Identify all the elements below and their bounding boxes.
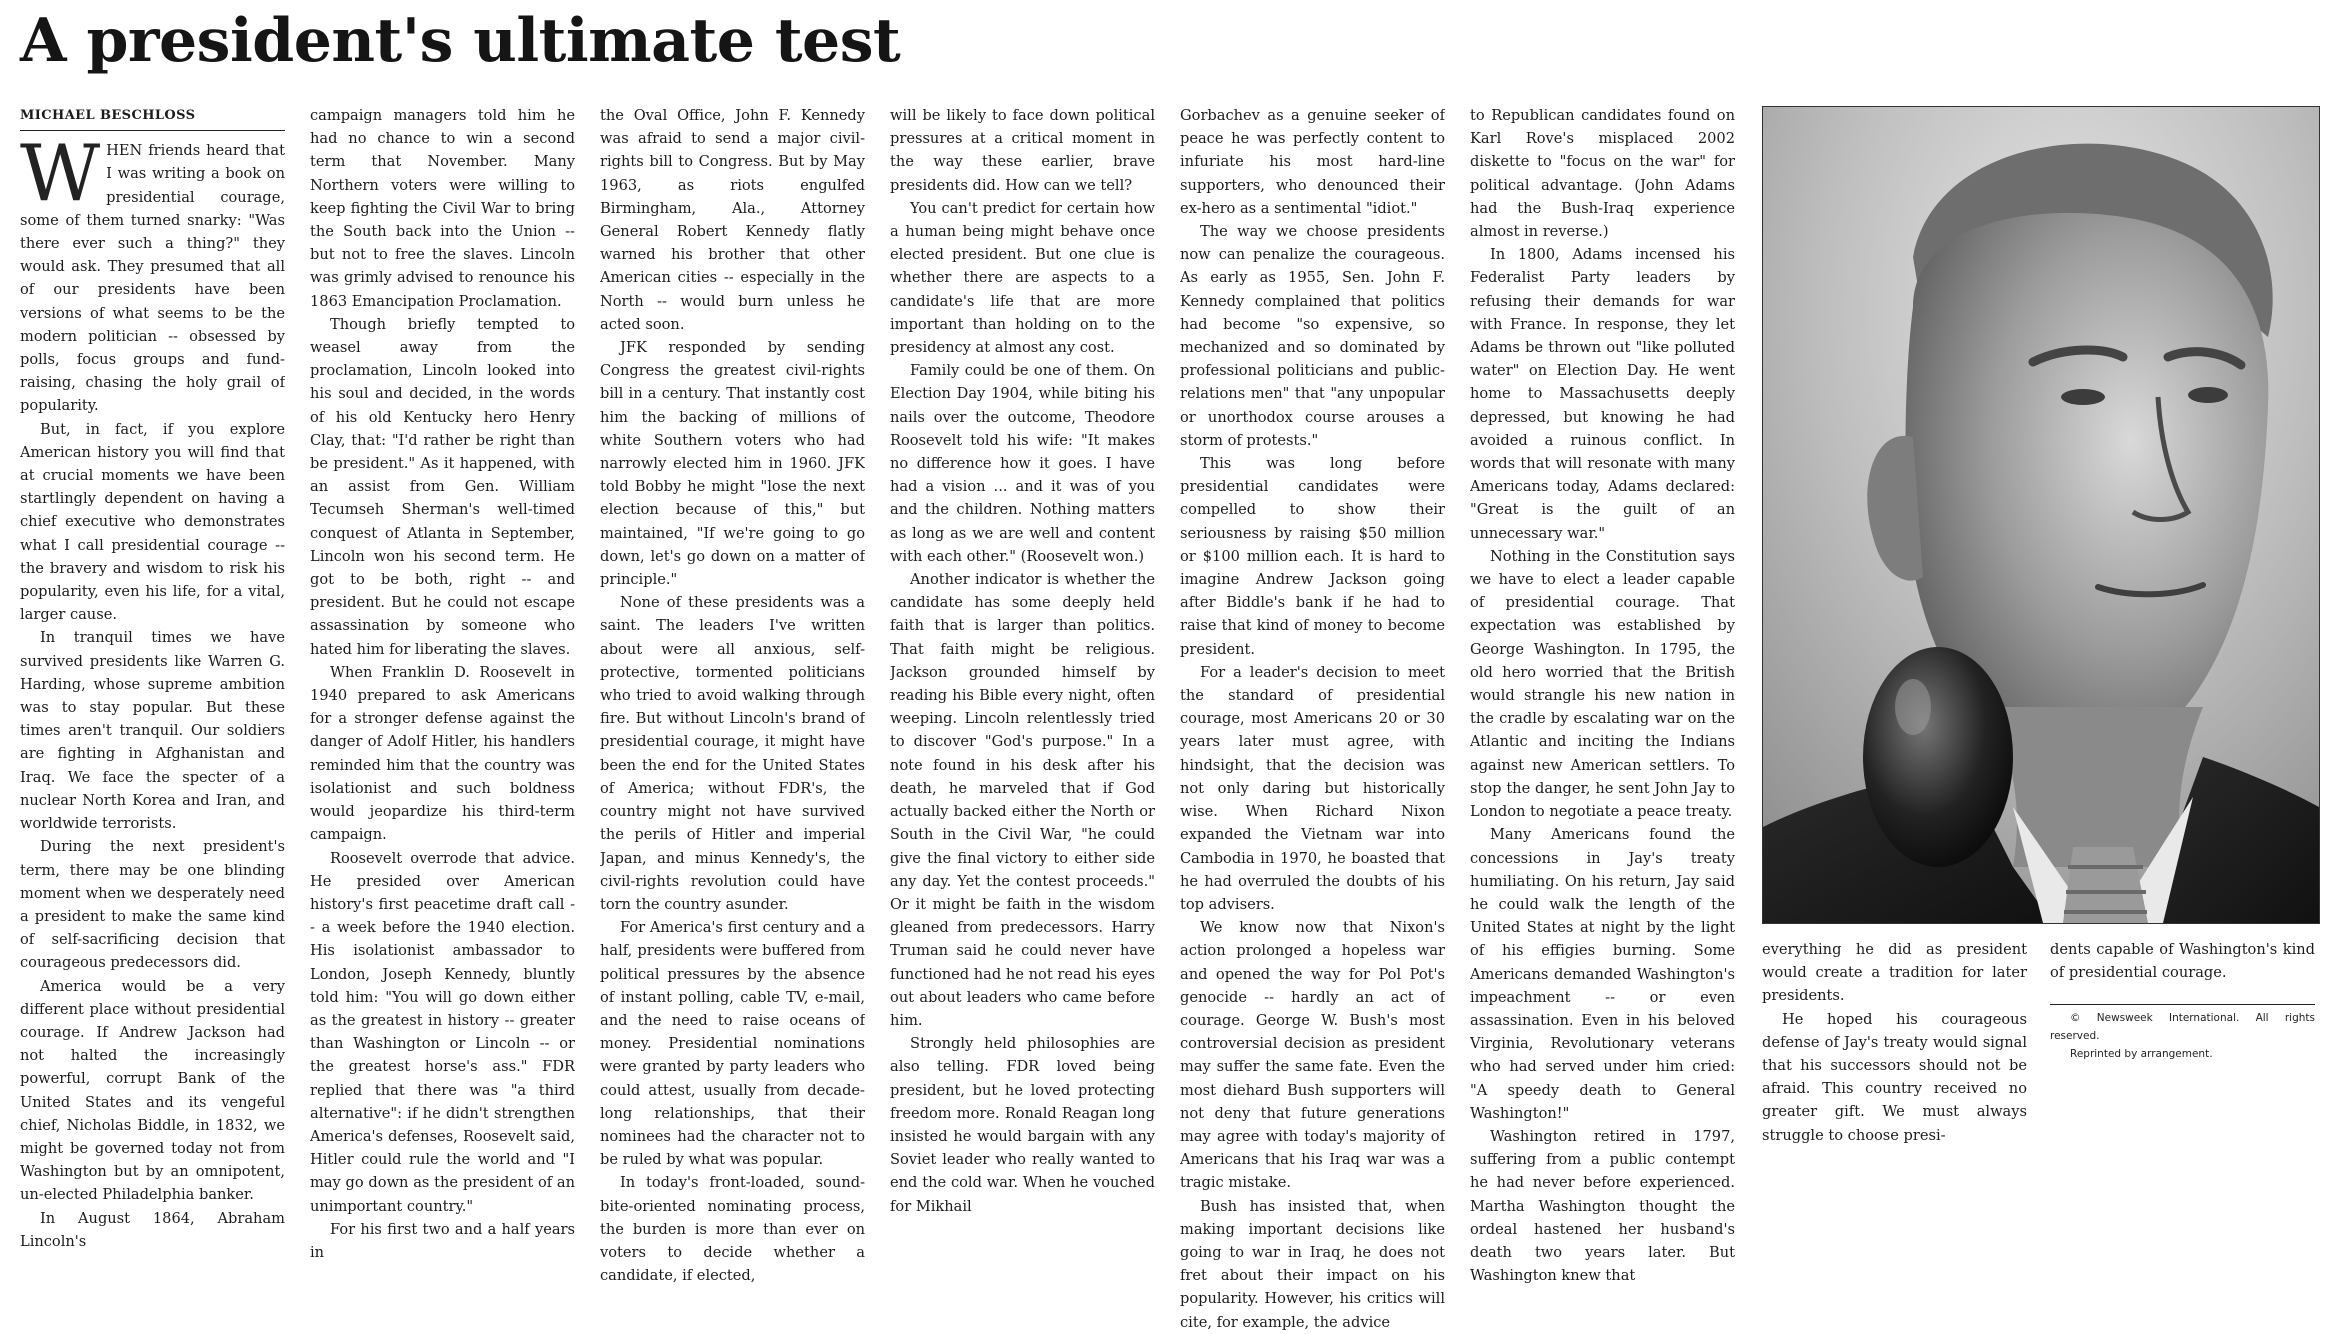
- microphone-highlight: [1895, 679, 1931, 735]
- article-column-3: [600, 104, 865, 1287]
- article-paragraph: everything he did as president would create a tradition for later presidents.: [1762, 941, 2027, 1005]
- article-paragraph: For his first two and a half years in: [310, 1220, 575, 1261]
- article-paragraph: Bush has insisted that, when making important decisions like going to war in Iraq, he does not fret about their impact on his popularity. However, his critics will cite, for example, the advice: [1180, 1197, 1445, 1331]
- article-paragraph-lead: [20, 129, 285, 417]
- article-paragraph: Washington retired in 1797, suffering from a public contempt he had never before experienced. Martha Washington thought the ordeal hastened her husband's death two years later. But Washington knew that: [1470, 1127, 1735, 1285]
- article-paragraph: In 1800, Adams incensed his Federalist Party leaders by refusing their demands for war with France. In response, they let Adams be thrown out "like polluted water" on Election Day. He went home to Massachusetts deeply depressed, but knowing he had avoided a ruinous conflict. In words that will resonate with many Americans today, Adams declared: "Great is the guilt of an unnecessary war.": [1470, 246, 1735, 542]
- article-paragraph: the Oval Office, John F. Kennedy was afraid to send a major civil-rights bill to Congress. But by May 1963, as riots engulfed Birmingham, Ala., Attorney General Robert Kennedy flatly warned his brother that other American cities -- especially in the North -- would burn unless he acted soon.: [600, 107, 865, 333]
- eye-right: [2188, 387, 2228, 403]
- article-paragraph: In tranquil times we have survived presidents like Warren G. Harding, whose supreme ambition was to stay popular. But these times aren't tranquil. Our soldiers are fighting in Afghanistan and Iraq. We face the specter of a nuclear North Korea and Iran, and worldwide terrorists.: [20, 629, 285, 833]
- article-paragraph: JFK responded by sending Congress the greatest civil-rights bill in a century. That instantly cost him the backing of millions of white Southern voters who had narrowly elected him in 1960. JFK told Bobby he might "lose the next election because of this," but maintained, "If we're going to go down, let's go down on a matter of principle.": [600, 339, 865, 589]
- article-paragraph: Strongly held philosophies are also telling. FDR loved being president, but he loved protecting freedom more. Ronald Reagan long insisted he would bargain with any Soviet leader who really wanted to end the cold war. When he vouched for Mikhail: [890, 1035, 1155, 1215]
- article-paragraph: During the next president's term, there may be one blinding moment when we desperately need a president to make the same kind of self-sacrificing decision that courageous predecessors did.: [20, 838, 285, 972]
- drop-cap: W: [20, 129, 101, 220]
- article-paragraph: This was long before presidential candidates were compelled to show their seriousness by raising $50 million or $100 million each. It is hard to imagine Andrew Jackson going after Biddle's bank if he had to raise that kind of money to become president.: [1180, 455, 1445, 658]
- eye-left: [2061, 389, 2105, 405]
- article-paragraph: In today's front-loaded, sound-bite-oriented nominating process, the burden is more than ever on voters to decide whether a candidate, if elected,: [600, 1174, 865, 1285]
- article-paragraph: campaign managers told him he had no chance to win a second term that November. Many Northern voters were willing to keep fighting the Civil War to bring the South back into the Union -- but not to free the slaves. Lincoln was grimly advised to renounce his 1863 Emancipation Proclamation.: [310, 107, 575, 310]
- article-paragraph: You can't predict for certain how a human being might behave once elected president. But one clue is whether there are aspects to a candidate's life that are more important than holding on to the presidency at almost any cost.: [890, 199, 1155, 357]
- article-column-4: [890, 104, 1155, 1218]
- article-paragraph: to Republican candidates found on Karl Rove's misplaced 2002 diskette to "focus on the war" for political advantage. (John Adams had the Bush-Iraq experience almost in reverse.): [1470, 107, 1735, 241]
- article-paragraph: For America's first century and a half, presidents were buffered from political pressures by the absence of instant polling, cable TV, e-mail, and the need to raise oceans of money. Presidential nominations were granted by party leaders who could attest, usually from decade-long relationships, that their nominees had the character not to be ruled by what was popular.: [600, 919, 865, 1169]
- article-paragraph: For a leader's decision to meet the standard of presidential courage, most Americans 20 or 30 years later must agree, with hindsight, that the decision was not only daring but historically wise. When Richard Nixon expanded the Vietnam war into Cambodia in 1970, he boasted that he had overruled the doubts of his top advisers.: [1180, 663, 1445, 913]
- article-column-6: [1470, 104, 1735, 1287]
- article-paragraph: Another indicator is whether the candidate has some deeply held faith that is larger than politics. That faith might be religious. Jackson grounded himself by reading his Bible every night, often weeping. Lincoln relentlessly tried to discover "God's purpose." In a note found in his desk after his death, he marveled that if God actually backed either the North or South in the Civil War, "he could give the final victory to either side any day. Yet the contest proceeds." Or it might be faith in the wisdom gleaned from predecessors. Harry Truman said he could never have functioned had he not read his eyes out about leaders who came before him.: [890, 571, 1155, 1029]
- article-column-8: [2050, 938, 2315, 1063]
- article-paragraph: Nothing in the Constitution says we have to elect a leader capable of presidential courage. That expectation was established by George Washington. In 1795, the old hero worried that the British would strangle his new nation in the cradle by escalating war on the Atlantic and inciting the Indians against new American settlers. To stop the danger, he sent John Jay to London to negotiate a peace treaty.: [1470, 547, 1735, 821]
- reprint-notice: Reprinted by arrangement.: [2070, 1048, 2213, 1061]
- article-paragraph: In August 1864, Abraham Lincoln's: [20, 1209, 285, 1250]
- article-paragraph: Gorbachev as a genuine seeker of peace he was perfectly content to infuriate his most hard-line supporters, who denounced their ex-hero as a sentimental "idiot.": [1180, 107, 1445, 217]
- article-paragraph: will be likely to face down political pressures at a critical moment in the way these earlier, brave presidents did. How can we tell?: [890, 107, 1155, 194]
- microphone-shape: [1863, 647, 2013, 867]
- portrait-illustration: [1763, 107, 2319, 923]
- credit-divider: [2050, 1004, 2315, 1005]
- article-column-7: [1762, 938, 2027, 1147]
- portrait-photo: [1762, 106, 2320, 924]
- article-paragraph: Family could be one of them. On Election Day 1904, while biting his nails over the outcome, Theodore Roosevelt told his wife: "It makes no difference how it goes. I have had a vision ... and it was of you and the children. Nothing matters as long as we are well and content with each other." (Roosevelt won.): [890, 362, 1155, 565]
- article-column-1: [20, 104, 285, 1253]
- article-paragraph: America would be a very different place without presidential courage. If Andrew Jackson had not halted the increasingly powerful, corrupt Bank of the United States and its vengeful chief, Nicholas Biddle, in 1832, we might be governed today not from Washington but by an omnipotent, un-elected Philadelphia banker.: [20, 977, 285, 1204]
- article-column-5: [1180, 104, 1445, 1334]
- byline: MICHAEL BESCHLOSS: [20, 104, 285, 131]
- article-paragraph: He hoped his courageous defense of Jay's treaty would signal that his successors should not be afraid. This country received no greater gift. We must always struggle to choose presi-: [1762, 1010, 2027, 1144]
- copyright-notice: © Newsweek International. All rights reserved.: [2050, 1012, 2315, 1043]
- headline: A president's ultimate test: [20, 6, 901, 76]
- article-paragraph: The way we choose presidents now can penalize the courageous. As early as 1955, Sen. John F. Kennedy complained that politics had become "so expensive, so mechanized and so dominated by professional politicians and public-relations men" that "any unpopular or unorthodox course arouses a storm of protests.": [1180, 223, 1445, 449]
- article-paragraph-text: HEN friends heard that I was writing a book on presidential courage, some of them turned snarky: "Was there ever such a thing?" they would ask. They presumed that all of our presidents have been versions of what seems to be the modern politician -- obsessed by polls, focus groups and fund-raising, chasing the holy grail of popularity.: [20, 142, 285, 415]
- article-paragraph: When Franklin D. Roosevelt in 1940 prepared to ask Americans for a stronger defense against the danger of Adolf Hitler, his handlers reminded him that the country was isolationist and such boldness would jeopardize his third-term campaign.: [310, 663, 575, 844]
- article-column-2: [310, 104, 575, 1264]
- article-paragraph: Though briefly tempted to weasel away from the proclamation, Lincoln looked into his soul and decided, in the words of his old Kentucky hero Henry Clay, that: "I'd rather be right than be president." As it happened, with an assist from Gen. William Tecumseh Sherman's well-timed conquest of Atlanta in September, Lincoln won his second term. He got to be both, right -- and president. But he could not escape assassination by someone who hated him for liberating the slaves.: [310, 315, 575, 658]
- article-paragraph: Roosevelt overrode that advice. He presided over American history's first peacetime draft call -- a week before the 1940 election. His isolationist ambassador to London, Joseph Kennedy, bluntly told him: "You will go down either as the greatest in history -- greater than Washington or Lincoln -- or the greatest horse's ass." FDR replied that there was "a third alternative": if he didn't strengthen America's defenses, Roosevelt said, Hitler could rule the world and "I may go down as the president of an unimportant country.": [310, 849, 575, 1215]
- article-paragraph: But, in fact, if you explore American history you will find that at crucial moments we have been startlingly dependent on having a chief executive who demonstrates what I call presidential courage -- the bravery and wisdom to risk his popularity, even his life, for a vital, larger cause.: [20, 420, 285, 624]
- article-paragraph: Many Americans found the concessions in Jay's treaty humiliating. On his return, Jay said he could walk the length of the United States at night by the light of his effigies burning. Some Americans demanded Washington's impeachment -- or even assassination. Even in his beloved Virginia, Revolutionary veterans who had served under him cried: "A speedy death to General Washington!": [1470, 826, 1735, 1122]
- article-paragraph: dents capable of Washington's kind of presidential courage.: [2050, 941, 2315, 982]
- article-paragraph: None of these presidents was a saint. The leaders I've written about were all anxious, self-protective, tormented politicians who tried to avoid walking through fire. But without Lincoln's brand of presidential courage, it might have been the end for the United States of America; without FDR's, the country might not have survived the perils of Hitler and imperial Japan, and minus Kennedy's, the civil-rights revolution could have torn the country asunder.: [600, 594, 865, 913]
- article-paragraph: We know now that Nixon's action prolonged a hopeless war and opened the way for Pol Pot's genocide -- hardly an act of courage. George W. Bush's most controversial decision as president may suffer the same fate. Even the most diehard Bush supporters will not deny that future generations may agree with today's majority of Americans that his Iraq war was a tragic mistake.: [1180, 919, 1445, 1192]
